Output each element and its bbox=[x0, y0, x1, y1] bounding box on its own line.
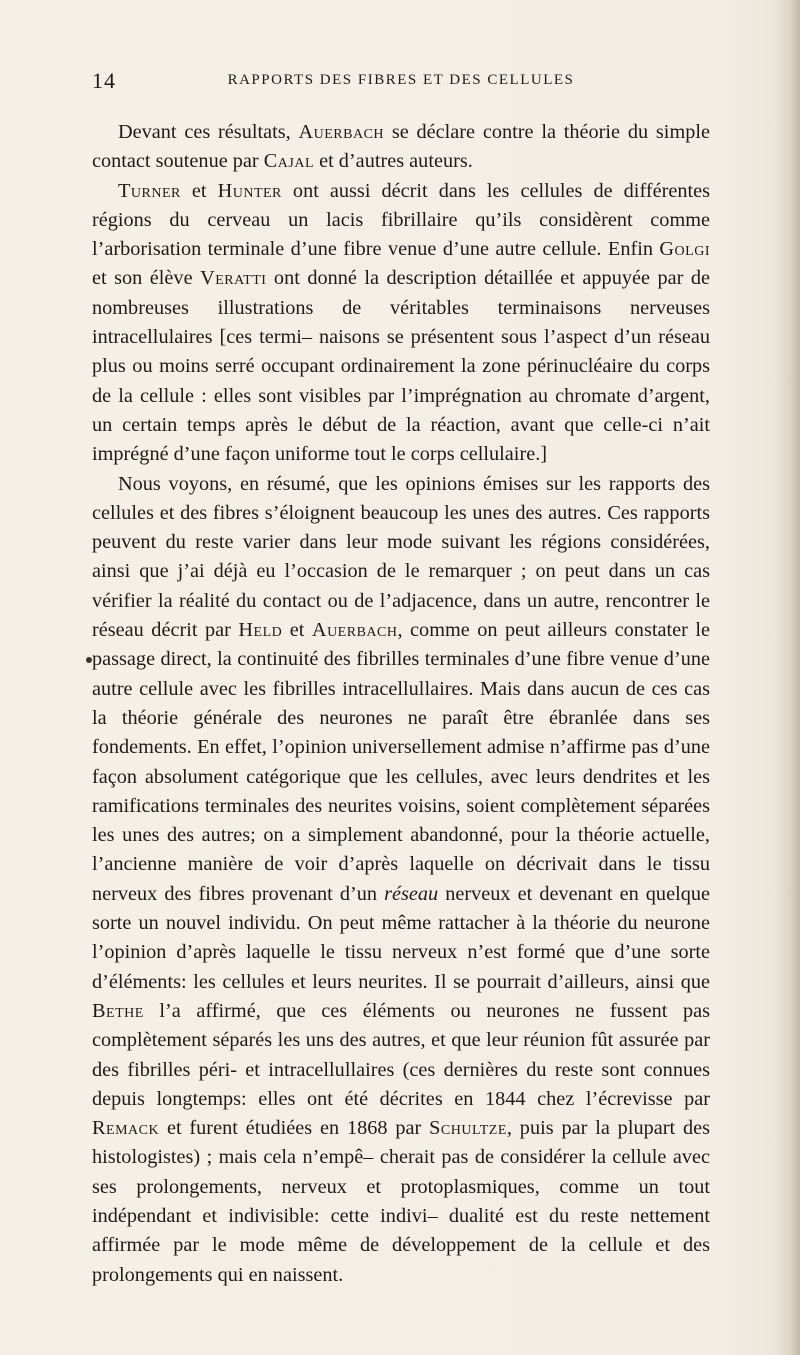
page-number: 14 bbox=[92, 68, 116, 93]
spine-shadow bbox=[774, 0, 800, 1355]
text-run: se déclare contre la théorie du simple contact soutenue par bbox=[92, 121, 710, 173]
paragraph bbox=[92, 177, 710, 470]
author-name: Schultze bbox=[429, 1117, 507, 1140]
paragraph bbox=[92, 118, 710, 177]
author-name: Hunter bbox=[217, 179, 282, 202]
author-name: Auerbach bbox=[311, 619, 398, 642]
emphasis: réseau bbox=[384, 882, 439, 905]
text-run: et bbox=[282, 619, 312, 642]
author-name: Veratti bbox=[200, 267, 267, 290]
body-text bbox=[92, 118, 710, 1290]
text-run: , puis par la plupart des histologistes) ; mais cela n’empê– cherait pas de considérer la cellule avec ses prolongements, nerveux et protoplasmiques, comme un tout indépendant et indivisible: cette indivi– dualité est du reste nettement affirmée par le mode même de développement de la cellule et des prolongements qui en naissent. bbox=[92, 1117, 711, 1286]
text-run: ont aussi décrit dans les cellules de différentes régions du cerveau un lacis fibrillaire qu’ils considèrent comme l’arborisation terminale d’une fibre venue d’une autre cellule. Enfin bbox=[92, 179, 711, 261]
author-name: Remack bbox=[92, 1117, 160, 1140]
text-run: , comme on peut ailleurs constater le passage direct, la continuité des fibrilles terminales d’une fibre venue d’une autre cellule avec les fibrilles intracellullaires. Mais dans aucun de ces cas la théorie générale des neurones ne paraît être ébranlée dans ses fondements. En effet, l’opinion universellement admise n’affirme pas d’une façon absolument catégorique que les cellules, avec leurs dendrites et les ramifications terminales des neurites voisins, soient complètement séparées les unes des autres; on a simplement abandonné, pour la théorie actuelle, l’ancienne manière de voir d’après laquelle on décrivait dans le tissu nerveux des fibres provenant d’un bbox=[92, 619, 711, 905]
running-title: RAPPORTS DES FIBRES ET DES CELLULES bbox=[227, 72, 575, 88]
text-run: et bbox=[180, 179, 218, 202]
author-name: Held bbox=[238, 619, 283, 642]
author-name: Bethe bbox=[92, 999, 144, 1022]
text-run: Devant ces résultats, bbox=[118, 121, 299, 143]
text-run: et furent étudiées en 1868 par bbox=[159, 1117, 430, 1140]
text-run: Nous voyons, en résumé, que les opinions émises sur les rapports des cellules et des fibres s’éloignent beaucoup les unes des autres. Ces rapports peuvent du reste varier dans leur mode suivant les régions considérées, ainsi que j’ai déjà eu l’occasion de le remarquer ; on peut dans un cas vérifier la réalité du contact ou de l’adjacence, dans un autre, rencontrer le réseau décrit par bbox=[92, 472, 710, 642]
text-run: l’a affirmé, que ces éléments ou neurones ne fussent pas complètement séparés les uns des autres, et que leur réunion fût assurée par des fibrilles péri- et intracellullaires (ces dernières du reste sont connues depuis longtemps: elles ont été décrites en 1844 chez l’écrevisse par bbox=[92, 999, 710, 1110]
author-name: Auerbach bbox=[298, 121, 385, 143]
page-header bbox=[92, 68, 710, 96]
paragraph bbox=[92, 470, 710, 1290]
text-run: et son élève bbox=[92, 267, 201, 290]
author-name: Golgi bbox=[659, 238, 710, 261]
author-name: Cajal bbox=[263, 150, 315, 173]
text-run: ont donné la description détaillée et appuyée par de nombreuses illustrations de véritables terminaisons nerveuses intracellulaires [ces termi– naisons se présentent sous l’aspect d’un réseau plus ou moins serré occupant ordinairement la zone périnucléaire du corps de la cellule : elles sont visibles par l’imprégnation au chromate d’argent, un certain temps après le début de la réaction, avant que celle-ci n’ait imprégné d’une façon uniforme tout le corps cellulaire.] bbox=[92, 267, 710, 466]
text-run: nerveux et devenant en quelque sorte un nouvel individu. On peut même rattacher à la théorie du neurone l’opinion d’après laquelle le tissu nerveux n’est formé que d’une sorte d’éléments: les cellules et leurs neurites. Il se pourrait d’ailleurs, ainsi que bbox=[92, 882, 710, 993]
author-name: Turner bbox=[118, 179, 181, 202]
text-run: et d’autres auteurs. bbox=[314, 150, 473, 173]
